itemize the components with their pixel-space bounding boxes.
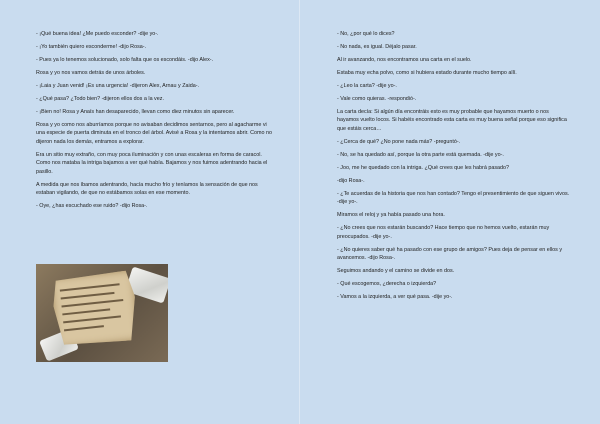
paragraph: Seguimos andando y el camino se divide en dos. [337, 268, 455, 275]
paragraph: - ¡Qué buena idea! ¿Me puedo esconder? -dije yo-. [36, 31, 159, 37]
left-text-column [36, 30, 276, 215]
paragraph: - ¡Bien no! Rosa y Anaís han desaparecido, llevan como diez minutos sin aparecer. [36, 109, 235, 115]
paragraph: Rosa y yo como nos aburríamos porque no avisaban decidimos sentarnos, pero al agacharme vi una especie de puerta diminuta en el tronco del árbol. Avisé a Rosa y la intentamos abrir. Como no dijeron nada los demás, entramos a explorar. [36, 122, 273, 145]
paragraph: Estaba muy echa polvo, como si hubiera estado durante mucho tiempo allí. [337, 70, 517, 76]
paragraph: Al ir avanzando, nos encontramos una carta en el suelo. [337, 57, 472, 63]
paragraph: - Pues ya lo tenemos solucionado, solo falta que os escondáis. -dijo Alex-. [36, 57, 214, 63]
photo-ink-line [61, 299, 123, 307]
paragraph: Rosa y yo nos vamos detrás de unos árboles. [36, 70, 146, 76]
paragraph: - ¿No crees que nos estarán buscando? Hace tiempo que no hemos vuelto, estarán muy preocupados. -dije yo-. [337, 225, 550, 240]
photo-ink-line [63, 315, 121, 323]
paragraph: A medida que nos íbamos adentrando, hacía mucho frío y teníamos la sensación de que nos estaban vigilando, de que no estábamos solas en ese momento. [36, 181, 258, 197]
paragraph: - No, se ha quedado así, porque la otra parte está quemada. -dije yo-. [337, 151, 504, 158]
paragraph: - ¡Yo también quiero esconderme! -dijo Rosa-. [36, 44, 147, 50]
paragraph: - Vamos a la izquierda, a ver qué pasa. -dije yo-. [337, 294, 453, 301]
paragraph: - No, ¿por qué lo dices? [337, 31, 395, 37]
photo-ink-line [61, 292, 115, 300]
photo-ink-line [62, 308, 110, 315]
paragraph: -dijo Rosa-. [337, 177, 365, 184]
photo-paper-shape [51, 270, 140, 348]
photo-ink-line [60, 283, 120, 291]
paragraph: - Qué escogemos, ¿derecha o izquierda? [337, 281, 437, 288]
paragraph: - Vale como quieras. -respondió-. [337, 96, 417, 102]
paragraph: Era un sitio muy extraño, con muy poca iluminación y con unas escaleras en forma de caracol. Como nos mataba la intriga bajamos a ver qué había. Bajamos y nos fuimos adentrando hacia el pasillo. [36, 151, 268, 175]
paragraph: - ¿Leo la carta? -dije yo-. [337, 83, 397, 89]
paragraph: La carta decía: Si algún día encontráis esto es muy probable que hayamos muerto o nos hayamos vuelto locos. Si habéis encontrado esta carta es muy buena señal porque eso significa que estáis cerca… [337, 109, 567, 132]
paragraph: - Joo, me he quedado con la intriga. ¿Qué crees que les habrá pasado? [337, 164, 510, 171]
paragraph: - Oye, ¿has escuchado ese ruido? -dijo Rosa-. [36, 203, 148, 210]
paragraph: - ¿Qué pasa? ¿Todo bien? -dijeron ellos dos a la vez. [36, 96, 164, 102]
paragraph: - ¿Cerca de qué? ¿No pone nada más? -preguntó-. [337, 138, 461, 145]
right-page [300, 0, 600, 424]
paragraph: Miramos el reloj y ya había pasado una hora. [337, 212, 445, 219]
right-text-column [337, 30, 572, 306]
paragraph: - ¿No quieres saber qué ha pasado con ese grupo de amigos? Pues deja de pensar en ellos y avancemos. -dijo Rosa-. [337, 246, 563, 262]
paragraph: - No nada, es igual. Déjalo pasar. [337, 44, 417, 50]
photo-ink-line [64, 325, 104, 331]
paragraph: - ¡Laia y Juan venid! ¡Es una urgencia! -dijeron Alex, Arnau y Zaida-. [36, 83, 200, 89]
paragraph: - ¿Te acuerdas de la historia que nos han contado? Tengo el presentimiento de que siguen vivos. -dije yo-. [337, 190, 570, 206]
burnt-letter-photo [36, 264, 168, 362]
